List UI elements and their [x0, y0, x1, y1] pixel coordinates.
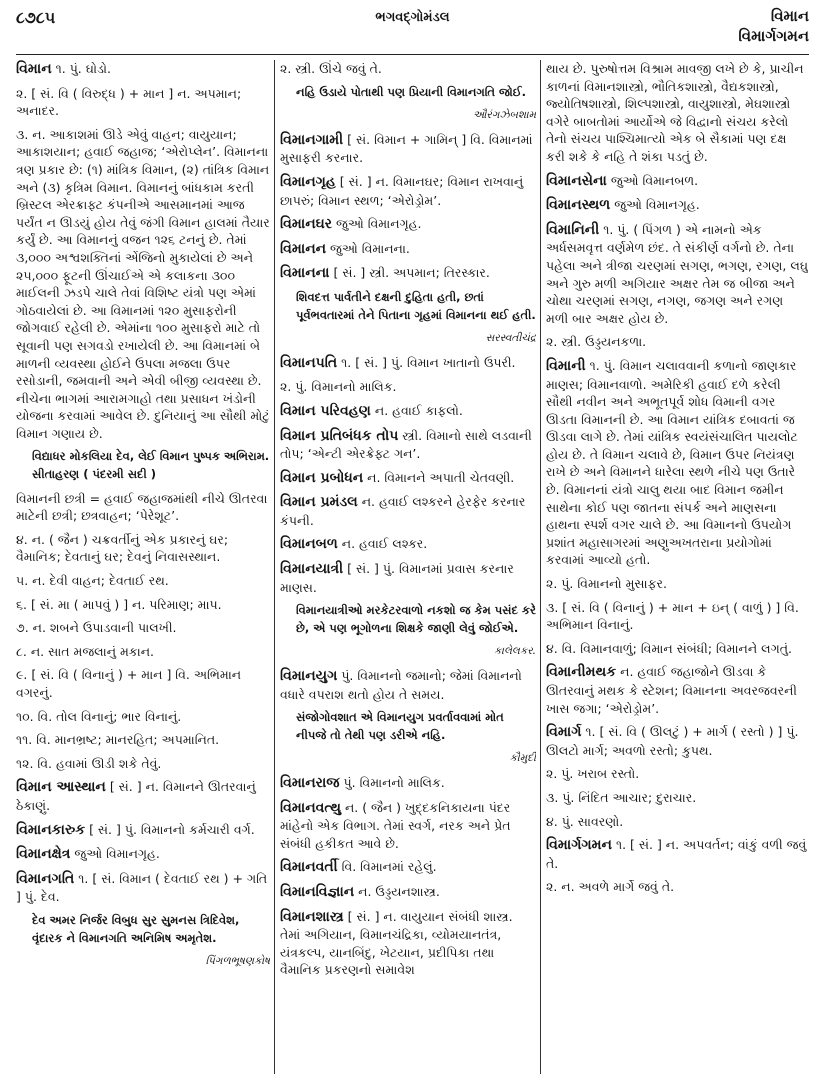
definition-text: ૧. [ સં. ] પું. વિમાન ખાતાનો ઉપરી. [341, 354, 516, 370]
definition-text: ૩. ન. આકાશમાં ઊડે એવું વાહન; વાયુયાન; આકાશયાન; હવાઈ જહાજ; ‘એરોપ્લેન’. વિમાનના ત્રણ પ્રકાર છે: (૧) માંત્રિક વિમાન, (૨) તાંત્રિક વિમાન અને (૩) કૃત્રિમ વિમાન. વિમાનનું બાંધકામ કરતી બ્રિસ્ટલ એરક્રાફ્ટ કંપનીએ આસમાનમાં આજ પર્યંત ન ઊડયું હોય તેવું જંગી વિમાન હાલમાં તૈયાર કર્યું છે. આ વિમાનનું વજન ૧૨૬ ટનનું છે. તેમાં ૩,૦૦૦ અશ્વશક્તિનાં એંજિનો મુકાયેલાં છે અને ૨૫,૦૦૦ ફૂટની ઊંચાઈએ એ કલાકના ૩૦૦ માઈલની ઝડપે ચાલે તેવાં વિશિષ્ટ યંત્રો પણ એમાં ગોઠવાયેલાં છે. આ વિમાનમાં ૧૨૦ મુસાફરોની જોગવાઈ રહેલી છે. એમાંના ૧૦૦ મુસાફરો માટે તો સૂવાની પણ સગવડો રખાયેલી છે. આ વિમાનમાં બે માળની વ્યવસ્થા હોઈને ઉપલા મજલા ઉપર રસોડાની, જમવાની અને એવી બીજી વ્યવસ્થા છે. નીચેના ભાગમાં આરામગાહો તથા પ્રસાધન ખંડોની યોજના કરવામાં આવેલ છે. દુનિયાનું આ સૌથી મોટું વિમાન ગણાય છે. [16, 126, 270, 441]
headword: વિમાન પ્રમંડલ [280, 494, 358, 511]
dictionary-entry [280, 240, 536, 259]
dictionary-entry [280, 799, 536, 853]
definition-text: ૩. [ સં. વિ ( વિનાનું ) + માન + ઇન્ ( વાળું ) ] વિ. અભિમાન વિનાનું. [546, 599, 799, 633]
definition-text: ૧. પું. ઘોડો. [55, 61, 112, 76]
column-divider [540, 60, 541, 1074]
column-1 [16, 60, 270, 1074]
definition-text: ૨. પું. વિમાનનો મુસાફર. [546, 576, 667, 592]
running-title: ભગવદ્ગોમંડલ [375, 10, 450, 25]
headword: વિમાન આસ્થાન [16, 779, 106, 796]
headword: વિમાનન [280, 240, 327, 257]
dictionary-entry [280, 560, 536, 596]
headword: વિમાન [16, 61, 52, 77]
headword: વિમાનયાત્રી [280, 561, 344, 578]
entry-sense [16, 85, 270, 120]
headword: વિમાનગતિ [16, 870, 75, 887]
entry-sense [16, 643, 270, 661]
definition-text: સ્ત્રી. વિમાનો સાથે લડવાની તોપ; ‘એન્ટી એરક્રેફ્ટ ગન’. [280, 427, 532, 462]
dictionary-entry [546, 196, 808, 215]
dictionary-entry [280, 354, 536, 373]
definition-text: ૬. [ સં. મા ( માપવું ) ] ન. પરિમાણ; માપ. [16, 596, 222, 612]
definition-text: ૧. [ સં. ] ન. અપવર્તન; વાંકું વળી જવું તે. [546, 837, 807, 871]
dictionary-entry [546, 836, 808, 872]
dictionary-entry [16, 845, 270, 864]
dictionary-entry [280, 469, 536, 488]
definition-text: ૧. પું. વિમાન ચલાવવાની કળાનો જાણકાર માણસ; વિમાનવાળો. અમેરિકી હવાઈ દળે કરેલી સૌથી નવીન અને અભૂતપૂર્વ શોધ વિમાની વગર ઊડતા વિમાનની છે. આ વિમાન યાંત્રિક દબાવતાં જ ઊડવા લાગે છે. તેમાં યાંત્રિક સ્વયંસંચાલિત પાયલોટ હોય છે. તે વિમાન ચલાવે છે, વિમાન ઉપર નિયંત્રણ રાખે છે અને વિમાનને ધારેલા સ્થળે નીચે પણ ઉતારે છે. વિમાનનાં યંત્રો ચાલુ થયા બાદ વિમાન જમીન સાથેના કોઈ પણ જાતના સંપર્ક અને માણસના હાથના સ્પર્શ વગર ચાલે છે. આ વિમાનનો ઉપયોગ પ્રશાંત મહાસાગરમાં અણુઅખતરાના પ્રયોગોમાં કરવામાં આવ્યો હતો. [546, 357, 798, 568]
headword: વિમાનવત્થુ [280, 799, 341, 816]
headword: વિમાનરાજ [280, 775, 340, 791]
definition-text: ૧. [ સં. વિ ( ઊલટું ) + માર્ગ ( રસ્તો ) ] પું. ઊલટો માર્ગ; અવળો રસ્તો; કુપથ. [546, 724, 799, 758]
column-2 [280, 60, 536, 1074]
definition-text: ૫. ન. દેવી વાહન; દેવતાઈ રથ. [16, 573, 169, 589]
definition-text: ૮. ન. સાત મજલાનું મકાન. [16, 643, 154, 659]
definition-text: ૪. પું. સાવરણો. [546, 813, 624, 829]
headword: વિમાનવિજ્ઞાન [280, 883, 355, 900]
definition-text: ૨. સ્ત્રી. ઉડ્ડયનકળા. [546, 334, 647, 350]
citation-source [280, 643, 536, 661]
entry-sense [16, 490, 270, 525]
definition-text: [ સં. વિમાન + ગામિન્ ] વિ. વિમાનમાં મુસાફરી કરનાર. [280, 131, 533, 166]
dictionary-entry [280, 173, 536, 209]
definition-text: ૧૦. વિ. તોલ વિનાનું; ભાર વિનાનું. [16, 708, 182, 724]
entry-sense [280, 60, 536, 78]
entry-sense [546, 789, 808, 807]
definition-text: ૪. ન. ( જૈન ) ચક્રવર્તીનું એક પ્રકારનું ઘર; વૈમાનિક; દેવતાનું ઘર; દેવનું નિવાસસ્થાન. [16, 531, 229, 565]
dictionary-entry [546, 723, 808, 759]
citation [280, 289, 536, 324]
entry-sense [16, 755, 270, 773]
definition-text: ૨. પું. ખરાબ રસ્તો. [546, 766, 640, 782]
entry-sense [546, 575, 808, 593]
definition-text: ૧૧. વિ. માનભ્રષ્ટ; માનરહિત; અપમાનિત. [16, 732, 220, 748]
source-name: કૌમુદી [509, 752, 536, 765]
headword: વિમાન પ્રબોધન [280, 469, 364, 486]
definition-text: જુઓ વિમાનગૃહ. [74, 846, 160, 862]
definition-text: ન. ઉડ્ડયનશાસ્ત્ર. [358, 883, 440, 899]
definition-text: [ સં. ] સ્ત્રી. અપમાન; તિરસ્કાર. [333, 265, 490, 281]
headword: વિમાનીમથક [546, 664, 617, 681]
definition-text: જુઓ વિમાનબળ. [610, 172, 699, 188]
dictionary-entry [280, 908, 536, 979]
entry-sense [16, 572, 270, 590]
dictionary-entry [280, 667, 536, 703]
citation [280, 84, 536, 102]
dictionary-entry [280, 427, 536, 463]
definition-text: ૨. [ સં. વિ ( વિરુદ્ધ ) + માન ] ન. અપમાન; અનાદર. [16, 85, 242, 119]
dictionary-entry [280, 858, 536, 877]
definition-text: જુઓ વિમાનગૃહ. [336, 216, 422, 232]
headword: વિમાનક્ષેત્ર [16, 846, 71, 863]
definition-text: ૨. સ્ત્રી. ઊંચે જવું તે. [280, 61, 382, 76]
dictionary-entry [16, 60, 270, 79]
dictionary-entry [16, 778, 270, 814]
dictionary-entry [16, 821, 270, 840]
dictionary-entry [280, 215, 536, 234]
citation [16, 448, 270, 483]
entry-sense [16, 666, 270, 701]
definition-text: ૧૨. વિ. હવામાં ઊડી શકે તેવું. [16, 755, 162, 771]
dictionary-entry [546, 172, 808, 191]
definition-text: [ સં. ] પું. વિમાનનો કર્મચારી વર્ગ. [89, 821, 255, 837]
dictionary-entry [546, 357, 808, 569]
definition-text: [ સં. ] પું. વિમાનમાં પ્રવાસ કરનાર માણસ. [280, 561, 514, 595]
entry-sense [16, 708, 270, 726]
definition-text: ન. હવાઈ કાફલો. [374, 402, 463, 418]
headword: વિમાનસેના [546, 172, 607, 189]
headword: વિમાનિની [546, 221, 600, 238]
guide-word-last: વિમાર્ગગમન [738, 27, 809, 45]
headword: વિમાનવર્તી [280, 859, 338, 876]
headword: વિમાનબળ [280, 536, 338, 553]
dictionary-entry [280, 131, 536, 167]
citation-source [280, 330, 536, 348]
headword: વિમાન પરિવહણ [280, 402, 371, 419]
headword: વિમાર્ગગમન [546, 837, 612, 854]
headword: વિમાનઘર [280, 216, 333, 233]
citation-text: વિદ્યાધર મોકલિયા દેવ, લેઈ વિમાન પુષ્પક અભિરામ. સીતાહરણ ( પંદરમી સદી ) [32, 449, 270, 482]
page-number: ૮૭૮૫ [16, 8, 56, 27]
headword: વિમાનસ્થળ [546, 197, 611, 214]
headword: વિમાનપતિ [280, 354, 338, 371]
definition-text: ન. હવાઈ જહાજોને ઊડવા કે ઊતરવાનું મથક કે સ્ટેશન; વિમાનના અવરજવરની ખાસ જગા; ‘એરોડ્રોમ’. [546, 664, 797, 716]
entry-sense [546, 60, 808, 166]
citation [280, 709, 536, 744]
definition-text: વિ. વિમાનમાં રહેલું. [341, 859, 437, 875]
definition-text: ન. હવાઈ લશ્કર. [341, 536, 428, 552]
source-name: સરસ્વતીચંદ્ર [485, 332, 536, 345]
headword: વિમાનના [280, 265, 330, 282]
entry-sense [16, 531, 270, 566]
citation-text: દેવ અમર નિર્જર વિબુધ સુર સુમનસ ત્રિદિવેશ, વૃંદારક ને વિમાનગતિ અનિમિષ અમૃતેશ. [32, 912, 240, 945]
definition-text: [ સં. ] ન. વાયુયાન સંબંધી શાસ્ત્ર. તેમાં અગિયાન, વિમાનચંદ્રિકા, વ્યોમયાનતંત્ર, યંત્રકલ્પ, યાનબિંદુ, ખેટયાન, પ્રદીપિકા તથા વૈમાનિક પ્રકરણનો સમાવેશ [280, 908, 513, 978]
dictionary-entry [280, 774, 536, 793]
column-divider [274, 60, 275, 1074]
entry-sense [280, 378, 536, 396]
entry-sense [546, 640, 808, 658]
citation-text: સંજોગોવશાત એ વિમાનયુગ પ્રવર્તાવવામાં મોત નીપજે તો તેથી પણ ડરીએ નહિ. [296, 710, 504, 742]
definition-text: ન. ( જૈન ) ખુદ્દકનિકાયના પંદર માંહેનો એક વિભાગ. તેમાં સ્વર્ગ, નરક અને પ્રેત સંબંધી હકીકત આવે છે. [280, 799, 511, 851]
citation [280, 602, 536, 637]
citation [16, 912, 270, 947]
citation-text: વિમાનયાત્રીઓ મરકેટરવાળો નકશો જ કેમ પસંદ કરે છે, એ પણ ભૂગોળના શિક્ષકે જાણી લેવું જોઈએ. [296, 603, 536, 635]
definition-text: ન. વિમાનને અપાતી ચેતવણી. [367, 469, 515, 485]
headword: વિમાની [546, 357, 586, 374]
guide-word-first: વિમાન [770, 7, 809, 25]
headword: વિમાર્ગ [546, 724, 582, 741]
headword: વિમાનગૃહ [280, 173, 336, 190]
definition-text: થાય છે. પુરુષોત્તમ વિશ્રામ માવજી લખે છે કે, પ્રાચીન કાળનાં વિમાનશાસ્ત્રો, ભૌતિકશાસ્ત્રો, વૈદ્યકશાસ્ત્રો, જ્યોતિષશાસ્ત્રો, શિલ્પશાસ્ત્રો, વાયુશાસ્ત્રો, મેઘશાસ્ત્રો વગેરે બાબતોમાં આર્યોએ જે વિદ્વાનો સંચય કરેલો તેનો સંચય પાશ્ચિમાત્યો એક બે સૈકામાં પણ દક્ષ કરી શકે કે નહિ તે શંકા પડતું છે. [546, 61, 804, 164]
entry-sense [16, 126, 270, 443]
definition-text: ૧. પું. ( પિંગળ ) એ નામનો એક અર્ધસમવૃત્ત વર્ણમેળ છંદ. તે સંકીર્ણ વર્ગનો છે. તેના પહેલા અને ત્રીજા ચરણમાં સગણ, ભગણ, રગણ, લઘુ અને ગુરુ મળી અગિયાર અક્ષર તેમ જ બીજા અને ચોથા ચરણમાં સગણ, નગણ, જગણ અને રગણ મળી બાર અક્ષર હોય છે. [546, 221, 808, 326]
dictionary-entry [280, 402, 536, 421]
definition-text: ન. હવાઈ લશ્કરને હેરફેર કરનાર કંપની. [280, 494, 526, 528]
source-name: ઔરંગઝેબશામ [473, 109, 536, 122]
dictionary-entry [280, 264, 536, 283]
headword: વિમાનગામી [280, 131, 344, 148]
header-rule [16, 54, 809, 55]
headword: વિમાનકારુક [16, 821, 86, 838]
definition-text: [ સં. ] ન. વિમાનઘર; વિમાન રાખવાનું છાપરું; વિમાન સ્થળ; ‘એરોડ્રોમ’. [280, 173, 524, 208]
dictionary-entry [16, 870, 270, 906]
definition-text: પું. વિમાનનો માલિક. [343, 775, 445, 790]
citation-source [280, 750, 536, 768]
headword: વિમાનયુગ [280, 668, 338, 685]
page-header [16, 6, 809, 50]
entry-sense [546, 599, 808, 634]
headword: વિમાન પ્રતિબંધક તોપ [280, 427, 399, 444]
dictionary-entry [280, 535, 536, 554]
entry-sense [16, 596, 270, 614]
source-name: પિંગળભૂષણકોષ [205, 955, 270, 968]
definition-text: [ સં. ] ન. વિમાનને ઊતરવાનું ઠેકાણું. [16, 779, 256, 813]
entry-sense [16, 619, 270, 637]
source-name: કાલેલકર. [493, 645, 536, 658]
entry-sense [546, 813, 808, 831]
definition-text: ૩. પું. નિંદિત આચાર; દુરાચાર. [546, 789, 697, 805]
definition-text: ૧. [ સં. વિમાન ( દેવતાઈ રથ ) + ગતિ ] પું. દેવ. [16, 870, 268, 905]
headword: વિમાનશાસ્ત્ર [280, 908, 344, 925]
citation-source [280, 107, 536, 125]
definition-text: ૨. ન. અવળે માર્ગે જવું તે. [546, 879, 675, 895]
dictionary-entry [280, 883, 536, 902]
citation-text: શિવદત્ત પાર્વતીને દક્ષની દુહિતા હતી, છતાં પૂર્વભવતારમાં તેને પિતાના ગૃહમાં વિમાનના થઈ હતી. [296, 289, 536, 322]
entry-sense [546, 878, 808, 896]
entry-sense [16, 731, 270, 749]
dictionary-entry [546, 663, 808, 717]
dictionary-entry [546, 221, 808, 328]
definition-text: પું. વિમાનનો જમાનો; જેમાં વિમાનનો વધારે વપરાશ થતો હોય તે સમય. [280, 668, 522, 702]
definition-text: ૭. ન. શબને ઉપાડવાની પાલખી. [16, 620, 177, 636]
definition-text: ૪. વિ. વિમાનવાળું; વિમાન સંબંધી; વિમાનને લગતું. [546, 640, 792, 656]
definition-text: ૯. [ સં. વિ ( વિનાનું ) + માન ] વિ. અભિમાન વગરનું. [16, 667, 242, 700]
dictionary-entry [280, 493, 536, 529]
entry-sense [546, 765, 808, 783]
column-3 [546, 60, 808, 1074]
citation-source [16, 953, 270, 971]
definition-text: જુઓ વિમાનના. [330, 240, 410, 256]
citation-text: નહિ ઉડાયે પોતાથી પણ પ્રિયાની વિમાનગતિ જોઈ. [296, 84, 527, 99]
definition-text: વિમાનની છત્રી = હવાઈ જહાજમાંથી નીચે ઊતરવા માટેની છત્રી; છત્રવાહન; ‘પેરેશૂટ’. [16, 490, 268, 524]
entry-sense [546, 333, 808, 351]
definition-text: ૨. પું. વિમાનનો માલિક. [280, 379, 397, 395]
definition-text: જુઓ વિમાનગૃહ. [614, 197, 700, 213]
guide-words [738, 6, 809, 46]
